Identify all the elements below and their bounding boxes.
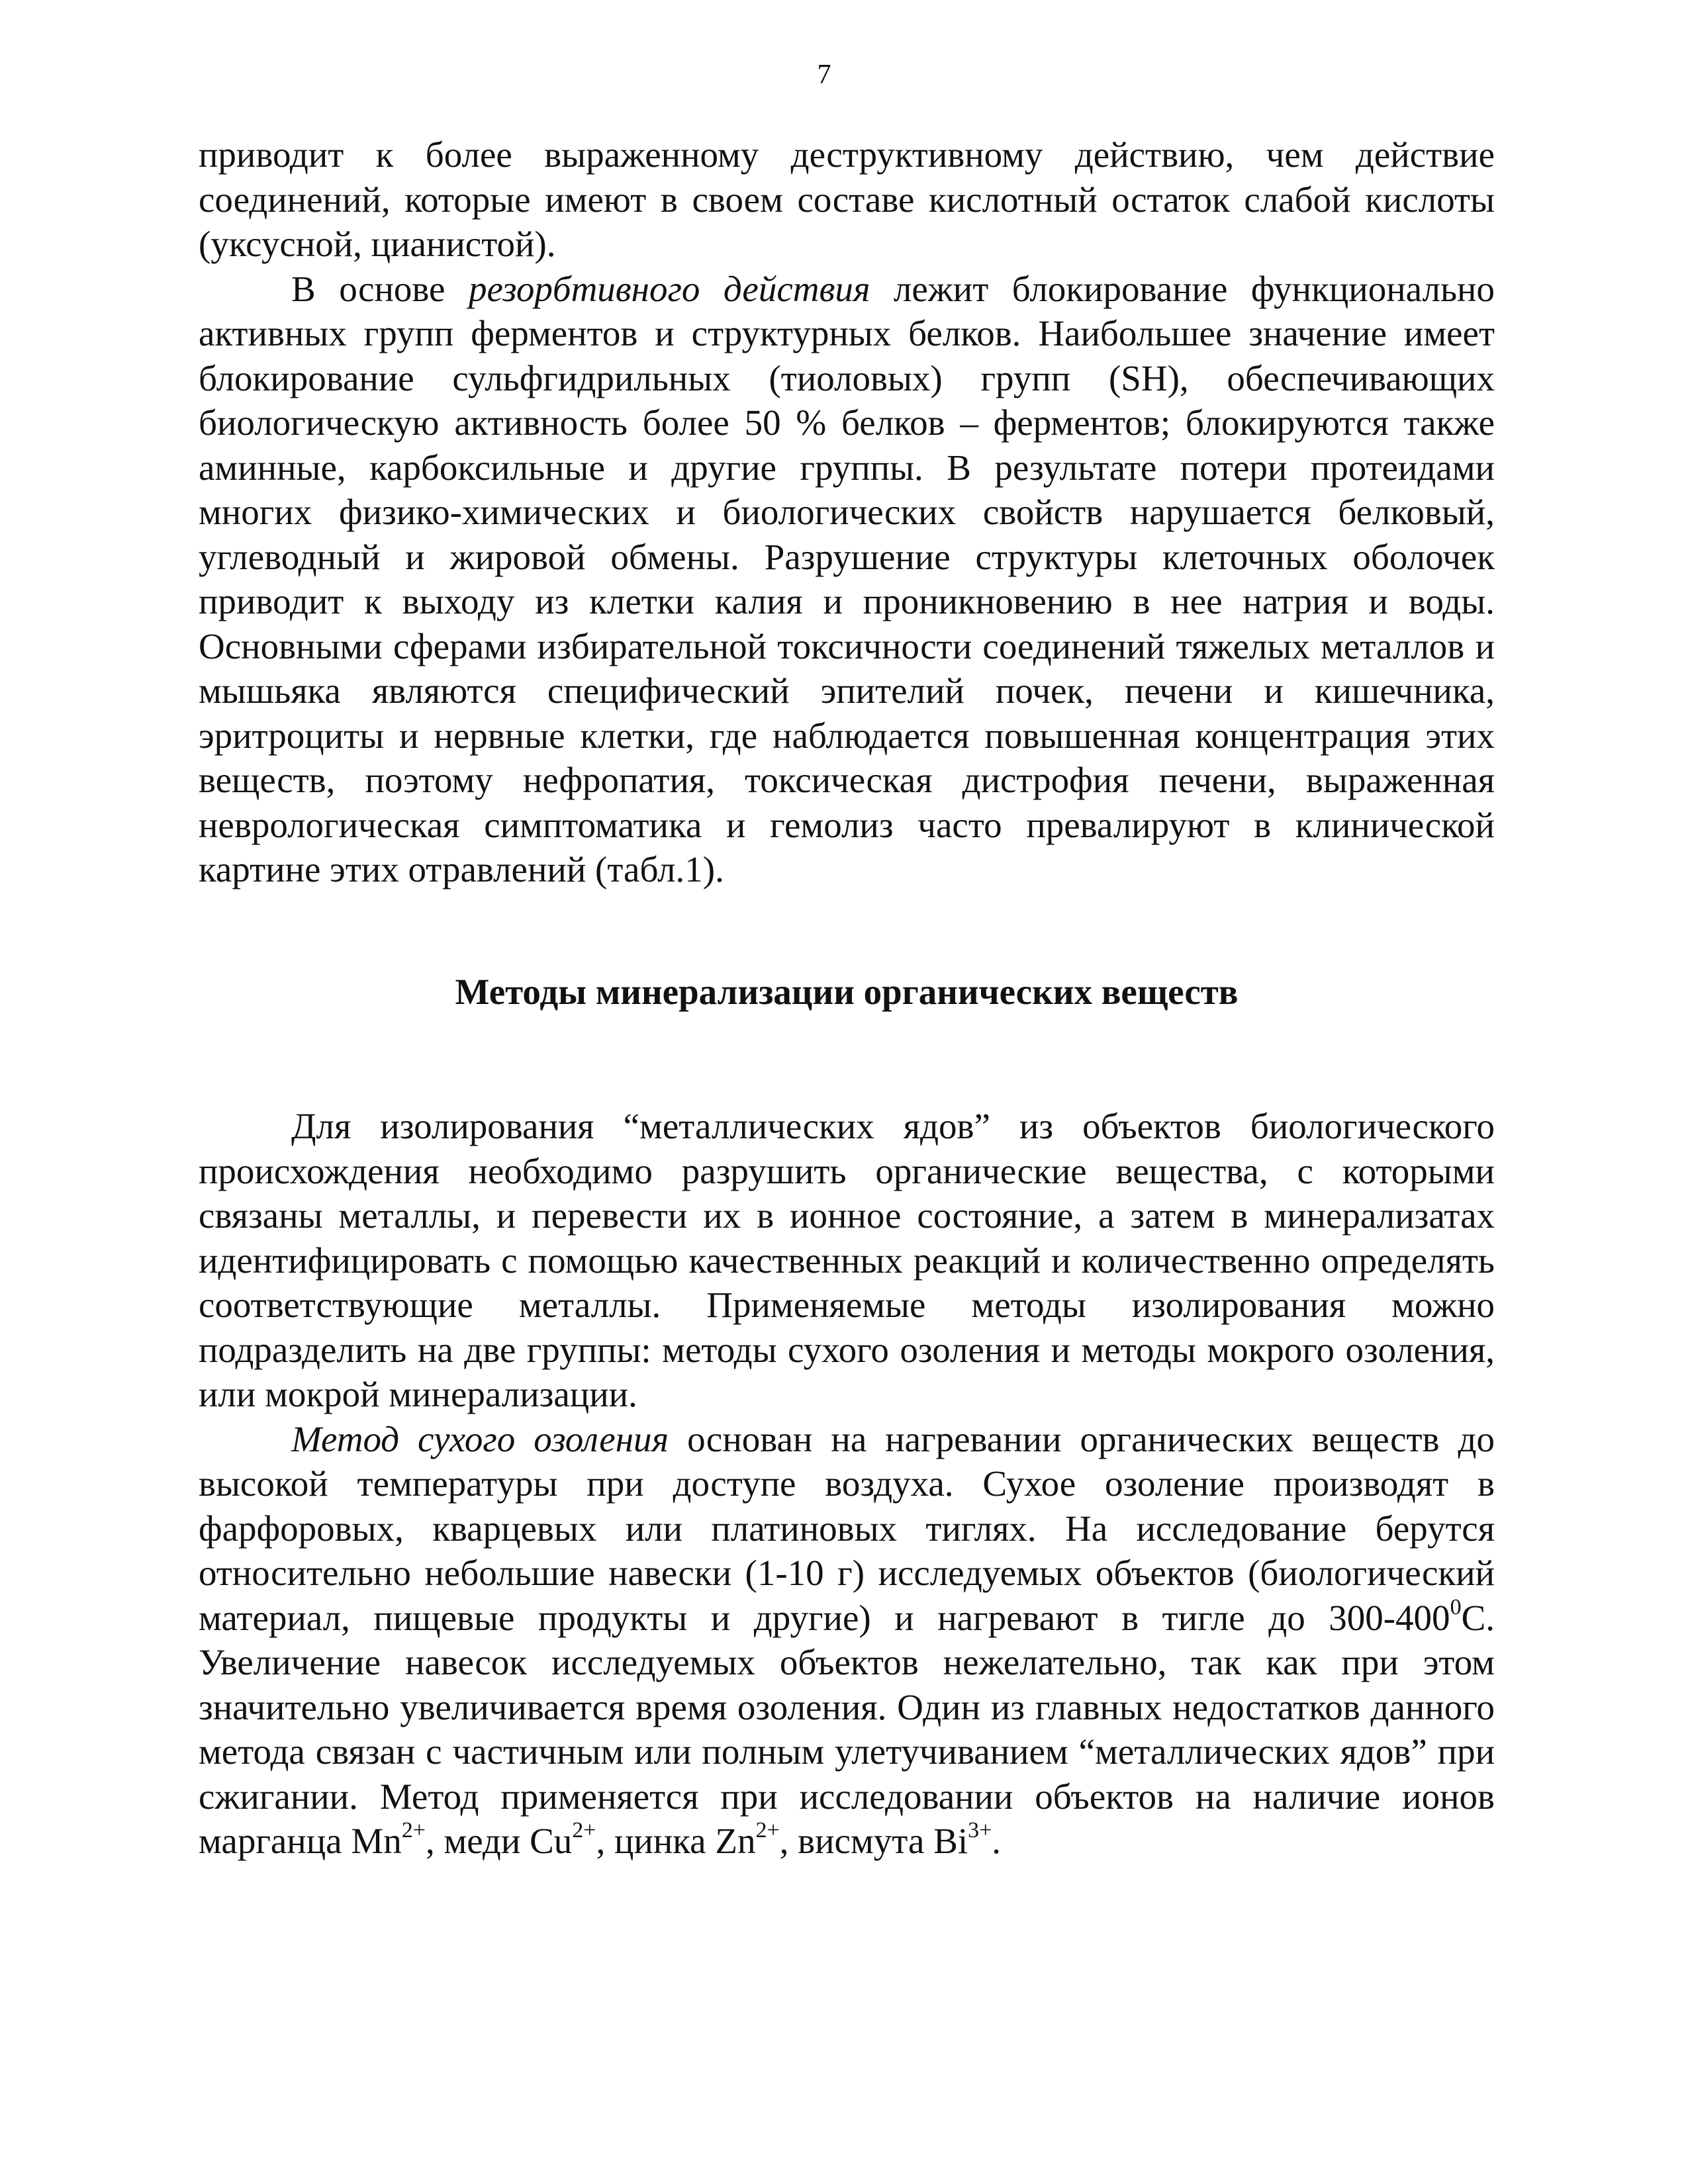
paragraph-dry-ashing-text-4: , цинка [596,1821,716,1861]
ion-manganese [351,1818,426,1861]
degree-superscript: 0 [1450,1594,1462,1619]
paragraph-resorptive-action [199,267,1495,892]
page-number: 7 [817,60,831,90]
ion-bismuth-charge: 3+ [968,1818,992,1843]
paragraph-destructive-action: приводит к более выраженному деструктивному действию, чем действие соединений, которые имеют в своем составе кислотный остаток слабой кислоты (уксусной, цианистой). [199,134,1495,264]
ion-copper-symbol: Cu [530,1821,573,1861]
ion-copper [530,1818,596,1861]
paragraph-dry-ashing-text-1: основан на нагревании органических веществ до высокой температуры при доступе воздуха. Сухое озоление производят в фарфоровых, кварцевых или платиновых тиглях. На исследование берутся относительно небольшие навески (1-10 г) исследуемых объектов (биологический материал, пищевые продукты и другие) и нагревают в тигле до 300-400 [199,1418,1495,1638]
ion-copper-charge: 2+ [572,1818,596,1843]
paragraph-dry-ashing-text-5: , висмута [779,1821,934,1861]
paragraph-dry-ashing-text-3: , меди [425,1821,530,1861]
ion-bismuth-symbol: Bi [933,1821,968,1861]
ion-zinc-symbol: Zn [715,1821,756,1861]
paragraph-isolation-of-metals: Для изолирования “металлических ядов” из объектов биологического происхождения необходимо разрушить органические вещества, с которыми связаны металлы, и перевести их в ионное состояние, а затем в минерализатах идентифицировать с помощью качественных реакций и количественно определять соответствующие металлы. Применяемые методы изолирования можно подразделить на две группы: методы сухого озоления и методы мокрого озоления, или мокрой минерализации. [199,1106,1495,1414]
ion-zinc-charge: 2+ [755,1818,780,1843]
term-dry-ashing-method: Метод сухого озоления [291,1418,669,1459]
paragraph-dry-ashing-text-2: С. Увеличение навесок исследуемых объектов нежелательно, так как при этом значительно увеличивается время озоления. Один из главных недостатков данного метода связан с частичным или полным улетучиванием “металлических ядов” при сжигании. Метод применяется при исследовании объектов на наличие ионов марганца [199,1597,1495,1861]
ion-bismuth [933,1818,992,1861]
term-resorptive-action: резорбтивного действия [468,268,870,309]
text-block-mineralization [199,1104,1495,1864]
paragraph-dry-ashing-text-6: . [992,1821,1002,1861]
section-heading-mineralization-methods: Методы минерализации органических веществ [455,972,1239,1012]
ion-manganese-charge: 2+ [401,1818,426,1843]
paragraph-dry-ashing [199,1417,1495,1864]
ion-zinc [715,1818,780,1861]
paragraph-resorptive-action-body: лежит блокирование функционально активных групп ферментов и структурных белков. Наибольшее значение имеет блокирование сульфгидрильных (тиоловых) групп (SH), обеспечивающих биологическую активность более 50 % белков – ферментов; блокируются также аминные, карбоксильные и другие группы. В результате потери протеидами многих физико-химических и биологических свойств нарушается белковый, углеводный и жировой обмены. Разрушение структуры клеточных оболочек приводит к выходу из клетки калия и проникновению в нее натрия и воды. Основными сферами избирательной токсичности соединений тяжелых металлов и мышьяка являются специфический эпителий почек, печени и кишечника, эритроциты и нервные клетки, где наблюдается повышенная концентрация этих веществ, поэтому нефропатия, токсическая дистрофия печени, выраженная неврологическая симптоматика и гемолиз часто превалируют в клинической картине этих отравлений (табл.1). [199,268,1495,889]
ion-manganese-symbol: Mn [351,1821,402,1861]
paragraph-resorptive-action-start: В основе [291,268,469,309]
text-block-toxicity [199,132,1495,892]
